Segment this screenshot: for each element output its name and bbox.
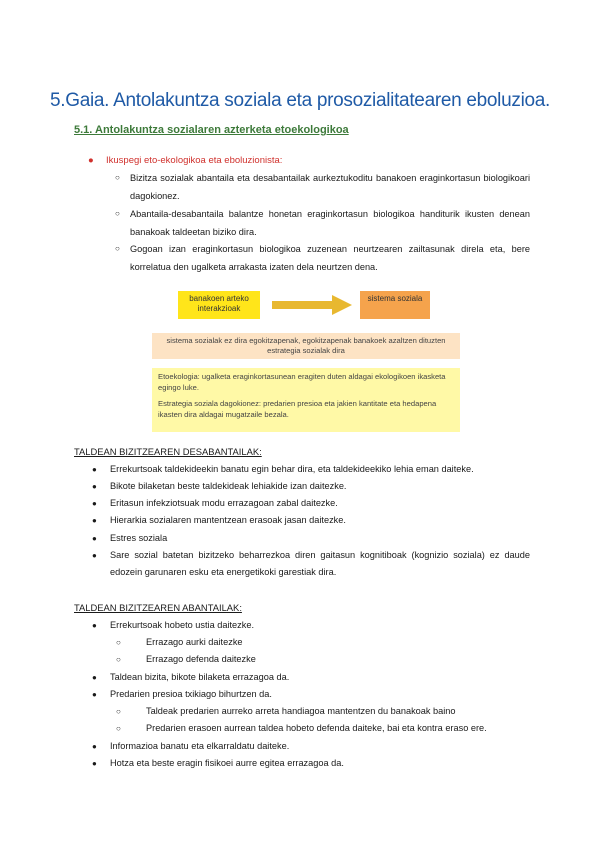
section-subtitle: 5.1. Antolakuntza sozialaren azterketa etoekologikoa	[74, 124, 349, 136]
bullet-icon: ●	[92, 759, 97, 768]
circle-bullet-icon: ○	[116, 655, 121, 664]
diagram-interactions-box: banakoen arteko interakzioak	[178, 291, 260, 319]
circle-bullet-icon: ○	[115, 209, 120, 218]
bullet-icon: ●	[92, 482, 97, 491]
sub-point-3: ○ Gogoan izan eraginkortasun biologikoa zuzenean neurtzearen zailtasunak direla eta, bere korrelatua den ugalketa arrakasta izaten dela neurtzen dena.	[130, 240, 530, 276]
circle-bullet-icon: ○	[115, 244, 120, 253]
estrategia-text: Estrategia soziala dagokionez: predarien presioa eta jakien kantitate eta hedapena ikasten dira aldagai mugatzaile bezala.	[158, 399, 437, 419]
sub-point-2: ○ Abantaila-desabantaila balantze honetan eraginkortasun biologikoa handiturik ikusten denean banakoak taldeetan biziko dira.	[130, 205, 530, 241]
diagram-adaptation-note: sistema sozialak ez dira egokitzapenak, egokitzapenak banakoek azaltzen dituzten estrategia sozialak dira	[152, 333, 460, 359]
diagram-ecology-note	[152, 368, 460, 432]
circle-bullet-icon: ○	[116, 724, 121, 733]
bullet-icon: ●	[92, 690, 97, 699]
advantages-heading: TALDEAN BIZITZEAREN ABANTAILAK:	[74, 602, 242, 613]
bullet-icon: ●	[92, 499, 97, 508]
bullet-icon: ●	[92, 742, 97, 751]
bullet-icon: ●	[92, 673, 97, 682]
disadvantages-heading: TALDEAN BIZITZEAREN DESABANTAILAK:	[74, 446, 262, 457]
bullet-icon: ●	[92, 534, 97, 543]
bullet-icon: ●	[92, 551, 97, 560]
sub-point-1: ○ Bizitza sozialak abantaila eta desabantailak aurkeztukoditu banakoen eraginkortasun biologikoari dagokionez.	[130, 169, 530, 205]
circle-bullet-icon: ○	[116, 707, 121, 716]
etoekologia-text: Etoekologia: ugalketa eraginkortasunean eragiten duten aldagai ekologikoen ikasketa egingo luke.	[158, 372, 446, 392]
arrow-right-icon	[272, 295, 352, 315]
circle-bullet-icon: ○	[115, 173, 120, 182]
bullet-icon: ●	[88, 155, 94, 166]
bullet-icon: ●	[92, 516, 97, 525]
diagram-social-system-box: sistema soziala	[360, 291, 430, 319]
bullet-icon: ●	[92, 621, 97, 630]
circle-bullet-icon: ○	[116, 638, 121, 647]
page-title: 5.Gaia. Antolakuntza soziala eta prosozialitatearen eboluzioa.	[49, 90, 550, 111]
bullet-icon: ●	[92, 465, 97, 474]
